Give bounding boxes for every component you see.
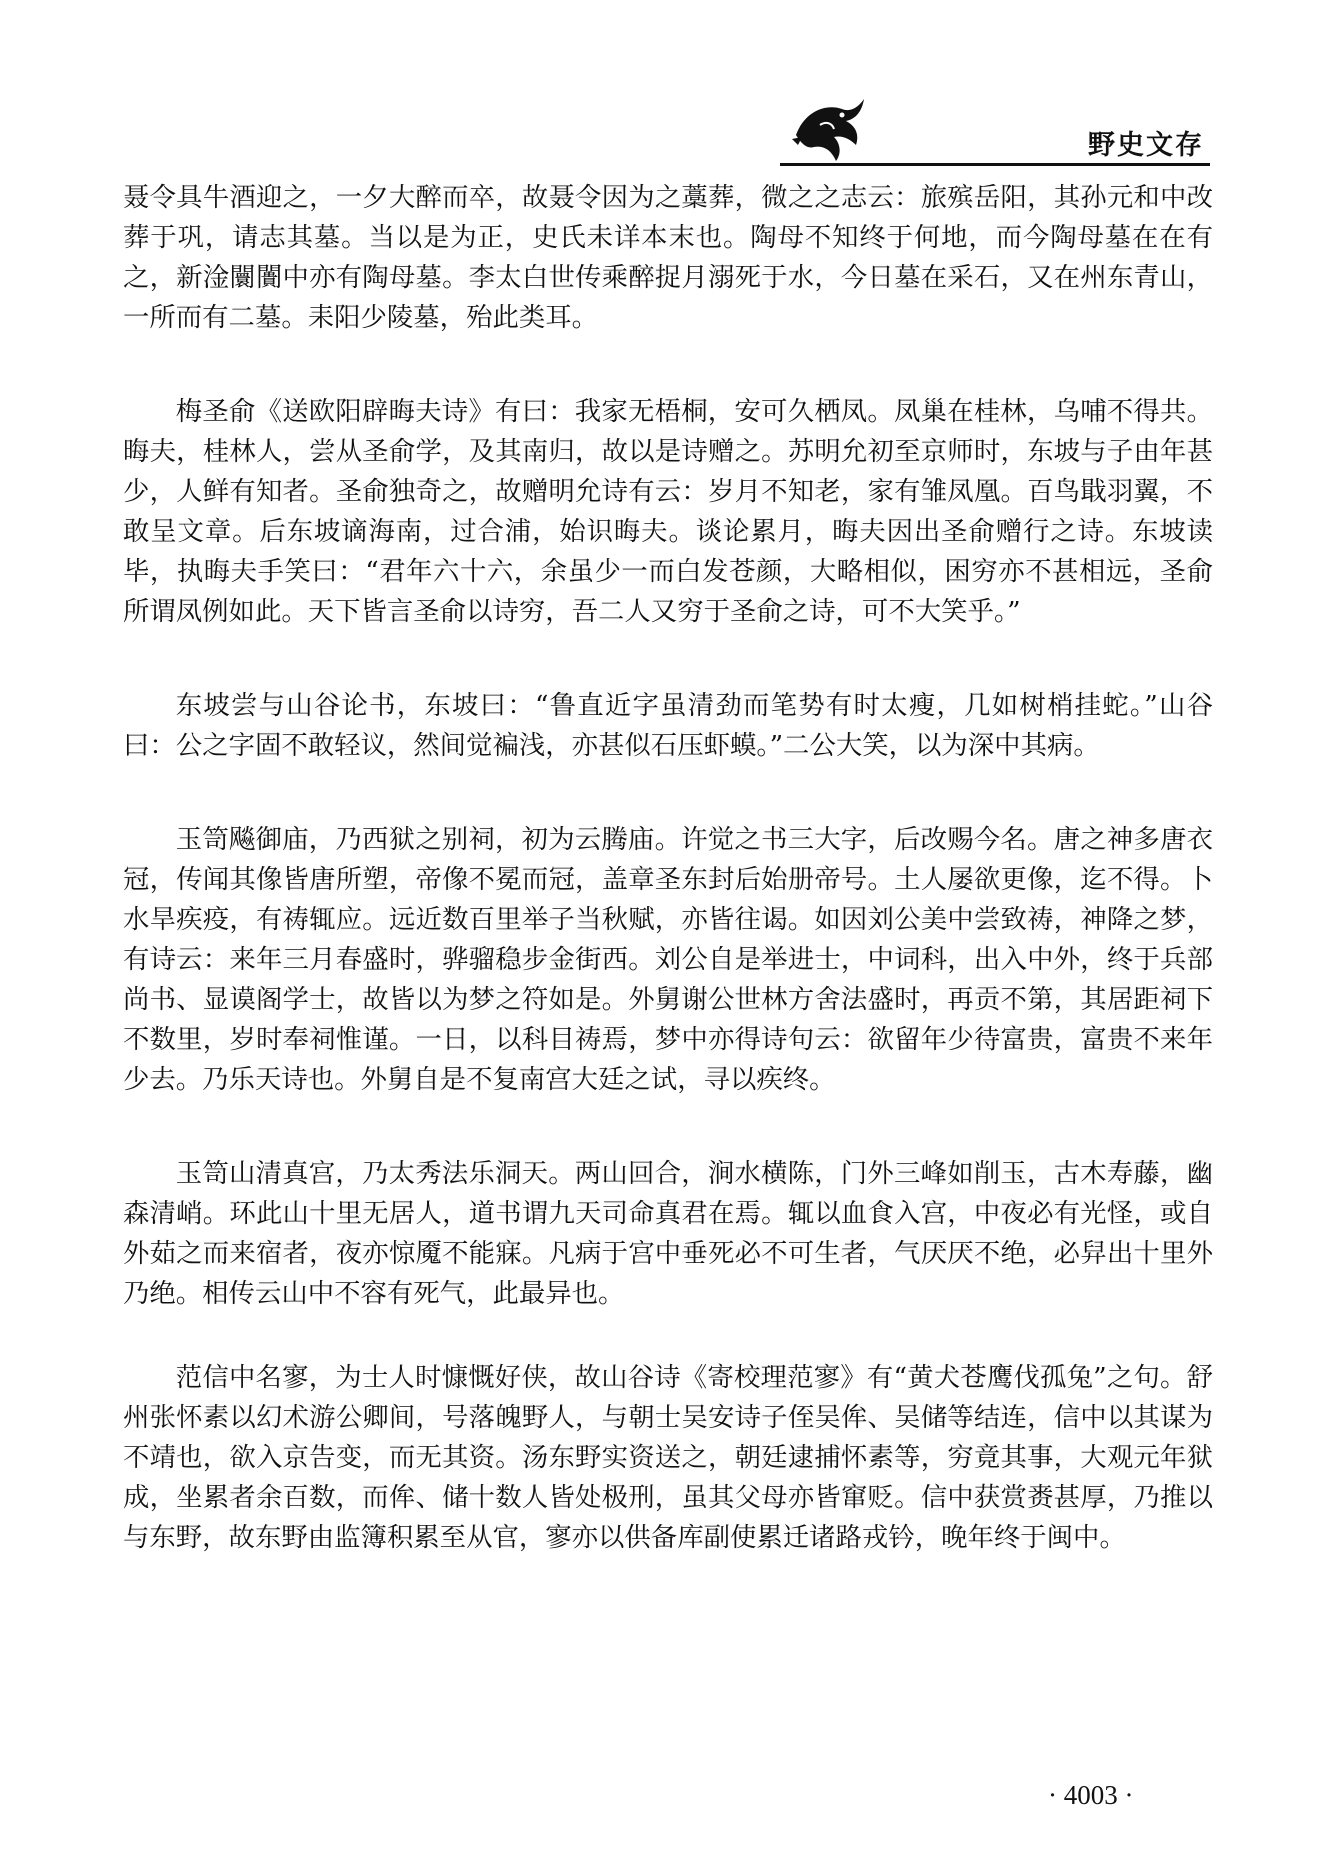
header-rule — [780, 163, 1210, 166]
series-title: 野史文存 — [1088, 130, 1204, 161]
paragraph-4: 玉笥飚御庙，乃西狱之别祠，初为云腾庙。许觉之书三大字，后改赐今名。唐之神多唐衣冠，传闻其像皆唐所塑，帝像不冕而冠，盖章圣东封后始册帝号。土人屡欲更像，迄不得。卜水旱疾疫，有祷辄应。远近数百里举子当秋赋，亦皆往谒。如因刘公美中尝致祷，神降之梦，有诗云：来年三月春盛时，骅骝稳步金街西。刘公自是举进士，中词科，出入中外，终于兵部尚书、显谟阁学士，故皆以为梦之符如是。外舅谢公世林方舍法盛时，再贡不第，其居距祠下不数里，岁时奉祠惟谨。一日，以科目祷焉，梦中亦得诗句云：欲留年少待富贵，富贵不来年少去。乃乐天诗也。外舅自是不复南宫大廷之试，寻以疾终。 — [123, 824, 1213, 1095]
paragraph-5: 玉笥山清真宫，乃太秀法乐洞天。两山回合，涧水横陈，门外三峰如削玉，古木寿藤，幽森清峭。环此山十里无居人，道书谓九天司命真君在焉。辄以血食入宫，中夜必有光怪，或自外茹之而来宿者，夜亦惊魇不能寐。凡病于宫中垂死必不可生者，气厌厌不绝，必舁出十里外乃绝。相传云山中不容有死气，此最异也。 — [123, 1158, 1213, 1309]
paragraph-6: 范信中名寥，为士人时慷慨好侠，故山谷诗《寄校理范寥》有“黄犬苍鹰伐孤兔”之句。舒州张怀素以幻术游公卿间，号落魄野人，与朝士吴安诗子侄吴侔、吴储等结连，信中以其谋为不靖也，欲入京告变，而无其资。汤东野实资送之，朝廷逮捕怀素等，穷竟其事，大观元年狱成，坐累者余百数，而侔、储十数人皆处极刑，虽其父母亦皆窜贬。信中获赏赉甚厚，乃推以与东野，故东野由监簿积累至从官，寥亦以供备库副使累迁诸路戎钤，晚年终于闽中。 — [123, 1362, 1213, 1553]
page-content — [123, 178, 1213, 1612]
dragon-logo-icon — [790, 95, 870, 167]
paragraph-2: 梅圣俞《送欧阳辟晦夫诗》有曰：我家无梧桐，安可久栖凤。凤巢在桂林，乌哺不得共。晦夫，桂林人，尝从圣俞学，及其南归，故以是诗赠之。苏明允初至京师时，东坡与子由年甚少，人鲜有知者。圣俞独奇之，故赠明允诗有云：岁月不知老，家有雏凤凰。百鸟戢羽翼，不敢呈文章。后东坡谪海南，过合浦，始识晦夫。谈论累月，晦夫因出圣俞赠行之诗。东坡读毕，执晦夫手笑曰：“君年六十六，余虽少一而白发苍颜，大略相似，困穷亦不甚相远，圣俞所谓凤例如此。天下皆言圣俞以诗穷，吾二人又穷于圣俞之诗，可不大笑乎。” — [123, 396, 1213, 627]
paragraph-1: 聂令具牛酒迎之，一夕大醉而卒，故聂令因为之藁葬，微之之志云：旅殡岳阳，其孙元和中改葬于巩，请志其墓。当以是为正，史氏未详本末也。陶母不知终于何地，而今陶母墓在在有之，新淦闤闠中亦有陶母墓。李太白世传乘醉捉月溺死于水，今日墓在采石，又在州东青山，一所而有二墓。耒阳少陵墓，殆此类耳。 — [123, 182, 1213, 333]
page-number: · 4003 · — [1048, 1780, 1134, 1810]
page-header — [780, 95, 1210, 175]
paragraph-3: 东坡尝与山谷论书，东坡曰：“鲁直近字虽清劲而笔势有时太瘦，几如树梢挂蛇。”山谷曰：公之字固不敢轻议，然间觉褊浅，亦甚似石压虾蟆。”二公大笑，以为深中其病。 — [123, 690, 1213, 761]
